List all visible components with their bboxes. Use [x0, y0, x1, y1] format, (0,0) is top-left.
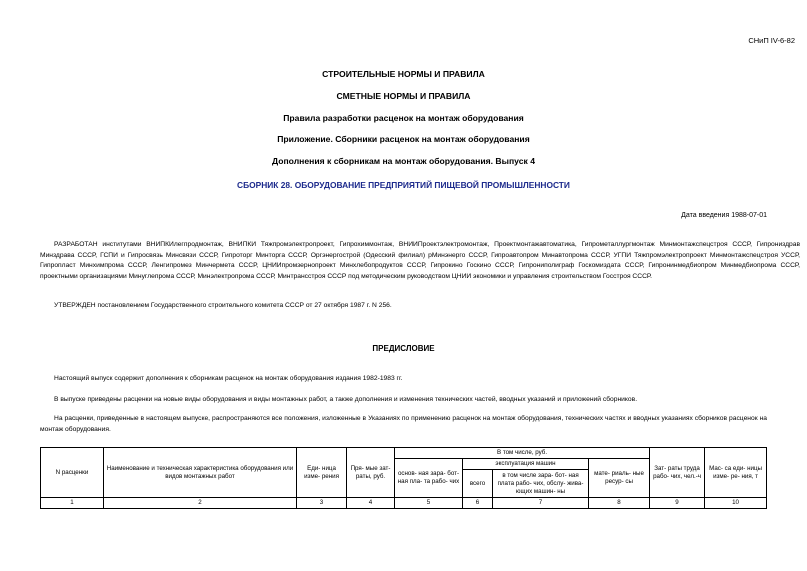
heading-estimate-norms: СМЕТНЫЕ НОРМЫ И ПРАВИЛА	[336, 91, 471, 101]
heading-additions: Дополнения к сборникам на монтаж оборудования. Выпуск 4	[272, 156, 535, 166]
heading-collection-link[interactable]: СБОРНИК 28. ОБОРУДОВАНИЕ ПРЕДПРИЯТИЙ ПИЩЕВОЙ ПРОМЫШЛЕННОСТИ	[237, 180, 570, 190]
col-header-machine-wage: в том числе зара- бот- ная плата рабо- чих, обслу- жива- ющих машин- ны	[493, 470, 589, 498]
heading-rules: Правила разработки расценок на монтаж оборудования	[283, 113, 524, 123]
preface-paragraph-1: Настоящий выпуск содержит дополнения к сборникам расценок на монтаж оборудования издания 1982-1983 гг.	[54, 375, 403, 382]
col-number: 3	[297, 498, 347, 509]
developed-paragraph: РАЗРАБОТАН институтами ВНИПКИлегпродмонтаж, ВНИПКИ Тяжпромэлектропроект, Гипрохиммонтаж, ВНИИПроектэлектромонтаж, Проектмонтажавтоматика, Гипрометаллургмонтаж Минмонтажспецстроя СССР, Гипрониздрав Минздрава СССР, ГСПИ и Гипросвязь Минсвязи СССР, Гипроторг Минторга СССР, Оргэнергострой (Одесский филиал) рМинэнерго СССР, Гипроавтопром Минавтопрома СССР, УГПИ Тяжпромэлектропроект Минмонтажспецстроя УССР, Гипропласт Минхимпрома СССР, Ленгипромез Минчермета СССР, ЦНИИпромзернопроект Минхлебопродуктов СССР, Гипрокино Госкино СССР, Гипрониполиграф Госкомиздата СССР, Гипронинмедбиопром Минмедбиопрома СССР, проектными организациями Минуглепрома СССР, Минэлектропрома СССР, Минтрансстроя СССР под методическим руководством ЦНИИ экономики и управления строительством Госстроя СССР.	[40, 241, 800, 280]
col-header-unit: Еди- ница изме- рения	[297, 448, 347, 498]
col-number: 6	[463, 498, 493, 509]
col-number: 10	[705, 498, 767, 509]
col-number: 9	[650, 498, 705, 509]
col-header-labor: Зат- раты труда рабо- чих, чел.-ч	[650, 448, 705, 498]
col-header-rate-number: N расценки	[41, 448, 104, 498]
col-header-including: В том числе, руб.	[395, 448, 650, 459]
col-number: 1	[41, 498, 104, 509]
rates-table-header	[40, 447, 767, 509]
col-header-mass: Мас- са еди- ницы изме- ре- ния, т	[705, 448, 767, 498]
document-code: СНиП IV-6-82	[748, 36, 795, 45]
col-header-total: всего	[463, 470, 493, 498]
date-introduced: Дата введения 1988-07-01	[681, 212, 767, 219]
preface-paragraph-2: В выпуске приведены расценки на новые виды оборудования и виды монтажных работ, а также дополнения и изменения технических частей, вводных указаний и приложений сборников.	[54, 396, 638, 403]
preface-paragraph-3: На расценки, приведенные в настоящем выпуске, распространяются все положения, изложенные в Указаниях по применению расценок на монтаж оборудования, технических частях и вводных указаниях сборников расценок на монтаж оборудования.	[40, 415, 767, 433]
preface-title: ПРЕДИСЛОВИЕ	[372, 344, 435, 353]
col-number: 8	[589, 498, 650, 509]
heading-appendix: Приложение. Сборники расценок на монтаж оборудования	[277, 134, 530, 144]
col-header-machine-operation: эксплуатация машин	[463, 459, 589, 470]
col-header-direct-costs: Пря- мые зат- раты, руб.	[347, 448, 395, 498]
col-number: 2	[104, 498, 297, 509]
col-header-base-wage: основ- ная зара- бот- ная пла- та рабо- чих	[395, 459, 463, 498]
col-header-materials: мате- риаль- ные ресур- сы	[589, 459, 650, 498]
col-header-name: Наименование и техническая характеристика оборудования или видов монтажных работ	[104, 448, 297, 498]
col-number: 7	[493, 498, 589, 509]
col-number: 4	[347, 498, 395, 509]
heading-building-norms: СТРОИТЕЛЬНЫЕ НОРМЫ И ПРАВИЛА	[322, 69, 485, 79]
col-number: 5	[395, 498, 463, 509]
approved-paragraph: УТВЕРЖДЕН постановлением Государственного строительного комитета СССР от 27 октября 1987 г. N 256.	[54, 302, 392, 309]
